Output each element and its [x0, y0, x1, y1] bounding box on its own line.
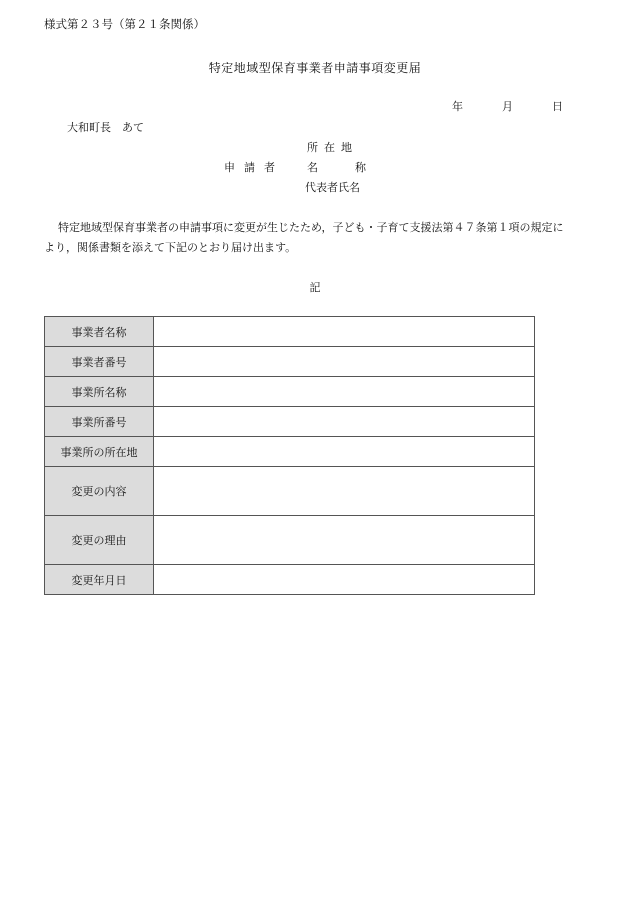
row-label: 変更の内容	[45, 467, 154, 516]
table-row	[45, 437, 535, 467]
row-label: 変更の理由	[45, 516, 154, 565]
address-label: 所在地	[307, 141, 358, 154]
row-label: 事業者番号	[45, 347, 154, 377]
form-number: 様式第２３号（第２１条関係）	[44, 17, 205, 31]
table-row	[45, 516, 535, 565]
date-day-label: 日	[552, 100, 563, 113]
name-label	[307, 159, 366, 175]
row-label: 事業所名称	[45, 377, 154, 407]
table-row	[45, 407, 535, 437]
date-month-label: 月	[502, 100, 513, 113]
row-value-field[interactable]	[154, 467, 535, 516]
name-label-first: 名	[307, 161, 318, 174]
date-year-label: 年	[452, 100, 463, 113]
ki-heading: 記	[309, 281, 321, 294]
table-row	[45, 347, 535, 377]
date-line	[452, 98, 563, 114]
table-row	[45, 467, 535, 516]
row-label: 事業所番号	[45, 407, 154, 437]
row-value-field[interactable]	[154, 437, 535, 467]
row-value-field[interactable]	[154, 347, 535, 377]
document-title: 特定地域型保育事業者申請事項変更届	[208, 61, 422, 75]
row-label: 事業所の所在地	[45, 437, 154, 467]
row-value-field[interactable]	[154, 407, 535, 437]
name-label-second: 称	[355, 161, 366, 174]
row-value-field[interactable]	[154, 377, 535, 407]
applicant-label: 申請者	[224, 161, 284, 174]
row-value-field[interactable]	[154, 516, 535, 565]
row-label: 事業者名称	[45, 317, 154, 347]
table-row	[45, 317, 535, 347]
row-label: 変更年月日	[45, 565, 154, 595]
row-value-field[interactable]	[154, 565, 535, 595]
info-table	[44, 316, 535, 595]
row-value-field[interactable]	[154, 317, 535, 347]
addressee: 大和町長 あて	[67, 121, 144, 134]
body-text: 特定地域型保育事業者の申請事項に変更が生じたため，子ども・子育て支援法第４７条第１項の規定により，関係書類を添えて下記のとおり届け出ます。	[44, 221, 564, 254]
table-row	[45, 377, 535, 407]
representative-label: 代表者氏名	[305, 181, 360, 194]
table-row	[45, 565, 535, 595]
